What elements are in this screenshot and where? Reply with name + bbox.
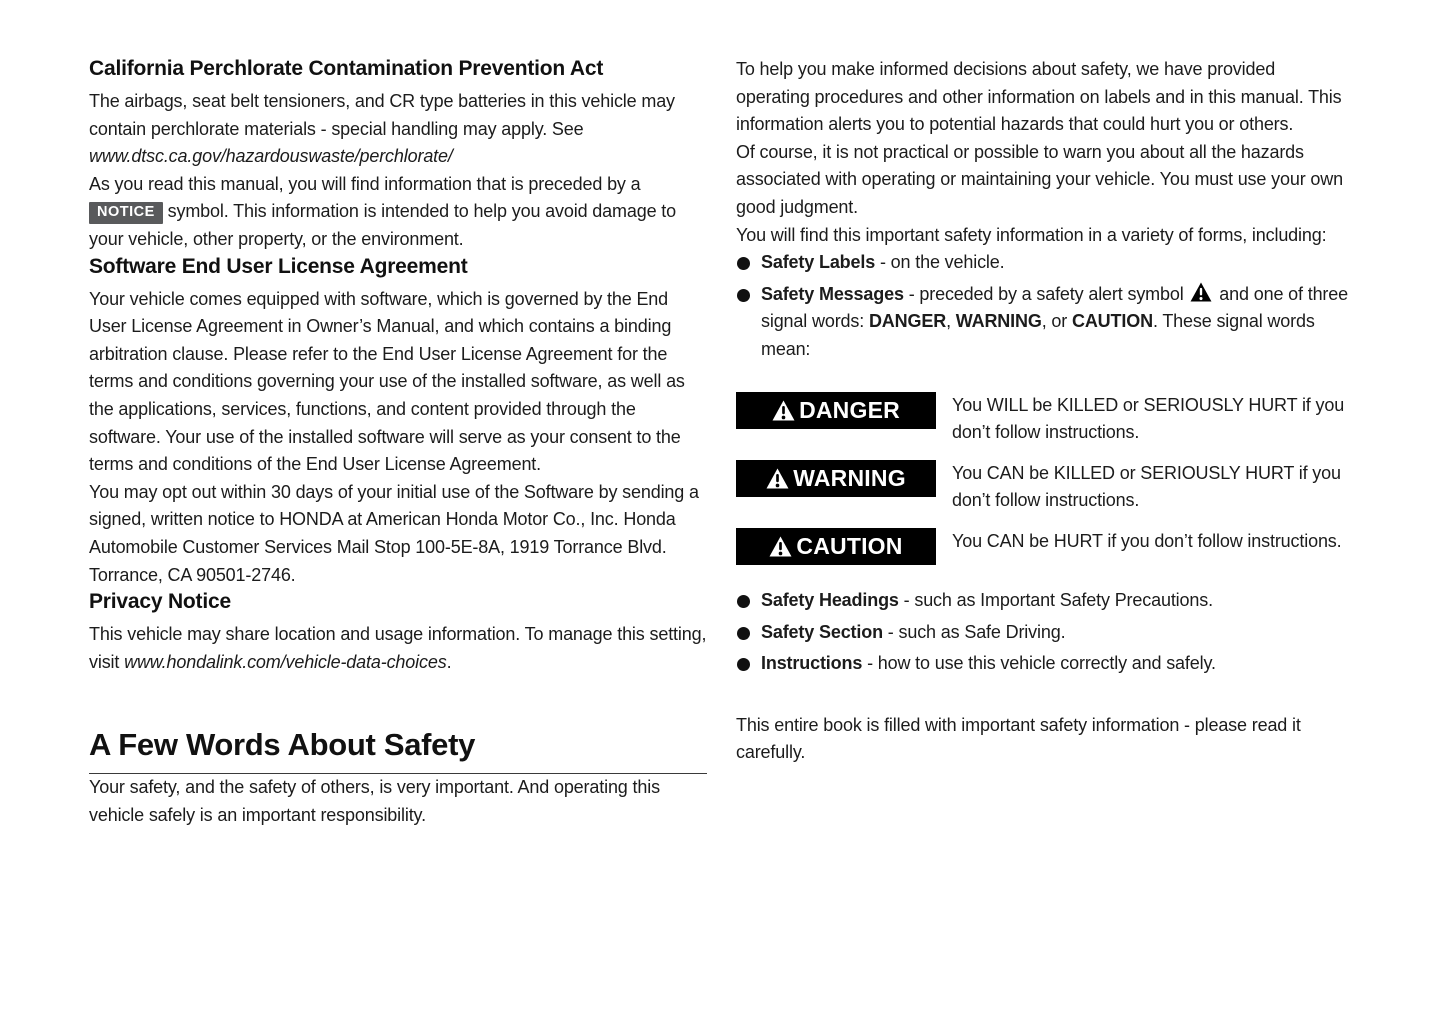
list-item [736, 587, 1349, 615]
privacy-heading: Privacy Notice [89, 590, 231, 614]
signal-row-warning [736, 460, 1349, 515]
warning-triangle-icon [772, 400, 795, 421]
right-column [736, 56, 1349, 829]
bullet-icon [737, 658, 750, 671]
intro-paragraph-3: You will find this important safety information in a variety of forms, including: [736, 224, 1327, 245]
warning-description: You CAN be KILLED or SERIOUSLY HURT if you don’t follow instructions. [952, 462, 1341, 511]
list-item [736, 619, 1349, 647]
eula-paragraph-2: You may opt out within 30 days of your initial use of the Software by sending a signed, written notice to HONDA at American Honda Motor Co., Inc. Honda Automobile Customer Services Mail Stop 100-5E-8A, 1919 Torrance Blvd. Torrance, CA 90501-2746. [89, 481, 699, 585]
safety-forms-list-continued [736, 587, 1349, 678]
bullet-icon [737, 595, 750, 608]
list-term: Instructions [761, 653, 863, 674]
section-privacy [89, 589, 707, 676]
safety-intro-paragraph: Your safety, and the safety of others, is very important. And operating this vehicle safely is an important responsibility. [89, 777, 660, 825]
section-few-words-about-safety [89, 728, 707, 829]
caution-badge [736, 528, 936, 565]
signal-word: WARNING [955, 311, 1042, 332]
signal-row-caution [736, 528, 1349, 565]
privacy-body: This vehicle may share location and usage information. To manage this setting, visit [89, 624, 707, 672]
signal-row-danger [736, 392, 1349, 447]
danger-label: DANGER [799, 396, 900, 423]
list-item [736, 249, 1349, 277]
notice-paragraph [89, 171, 707, 254]
caution-description: You CAN be HURT if you don’t follow instructions. [952, 530, 1342, 551]
list-item-text: Instructions - how to use this vehicle correctly and safely. [761, 653, 1216, 674]
list-item-text: Safety Labels - on the vehicle. [761, 252, 1005, 273]
perchlorate-body: The airbags, seat belt tensioners, and CR type batteries in this vehicle may contain perchlorate materials - special handling may apply. See [89, 91, 675, 139]
list-item-text: Safety Section - such as Safe Driving. [761, 621, 1066, 642]
eula-paragraph-1: Your vehicle comes equipped with software, which is governed by the End User License Agreement in Owner’s Manual, and which contains a binding arbitration clause. Please refer to the End User License Agreement for the terms and conditions governing your use of the installed software, as well as the applications, services, functions, and content provided through the software. Your use of the installed software will serve as your consent to the terms and conditions of the End User License Agreement. [89, 288, 685, 475]
perchlorate-paragraph [89, 88, 707, 171]
signal-word: CAUTION [1071, 311, 1153, 332]
danger-description: You WILL be KILLED or SERIOUSLY HURT if you don’t follow instructions. [952, 394, 1345, 443]
left-column [89, 56, 707, 829]
list-item-text: Safety Headings - such as Important Safety Precautions. [761, 589, 1213, 610]
safety-alert-icon [1190, 282, 1212, 302]
list-item-text: Safety Messages - preceded by a safety alert symbol and one of three signal words: DANGER, WARNING, or CAUTION. These signal words mean: [761, 283, 1348, 359]
signal-word: DANGER [868, 311, 947, 332]
section-perchlorate [89, 56, 707, 171]
signal-word-table [736, 392, 1349, 565]
warning-triangle-icon [766, 468, 789, 489]
bullet-icon [737, 257, 750, 270]
list-item [736, 281, 1349, 364]
caution-label: CAUTION [796, 532, 903, 559]
intro-paragraph-2: Of course, it is not practical or possible to warn you about all the hazards associated with operating or maintaining your vehicle. You must use your own good judgment. [736, 141, 1343, 217]
privacy-url: www.hondalink.com/vehicle-data-choices [124, 651, 447, 672]
eula-heading: Software End User License Agreement [89, 254, 468, 278]
intro-paragraph-1: To help you make informed decisions about safety, we have provided operating procedures and other information on labels and in this manual. This information alerts you to potential hazards that could hurt you or others. [736, 59, 1342, 135]
warning-badge [736, 460, 936, 497]
warning-triangle-icon [769, 536, 792, 557]
list-term: Safety Section [761, 621, 883, 642]
perchlorate-heading: California Perchlorate Contamination Prevention Act [89, 57, 604, 80]
bullet-icon [737, 627, 750, 640]
list-term: Safety Messages [761, 283, 904, 304]
privacy-period: . [446, 651, 452, 672]
list-term: Safety Labels [761, 252, 876, 273]
list-term: Safety Headings [761, 589, 899, 610]
notice-badge: NOTICE [89, 202, 163, 224]
section-eula [89, 254, 707, 590]
safety-forms-list [736, 249, 1349, 363]
privacy-paragraph [89, 621, 707, 676]
safety-title: A Few Words About Safety [89, 727, 476, 763]
danger-badge [736, 392, 936, 429]
perchlorate-url: www.dtsc.ca.gov/hazardouswaste/perchlorate/ [89, 146, 453, 167]
closing-paragraph: This entire book is filled with important safety information - please read it carefully. [736, 714, 1301, 763]
warning-label: WARNING [793, 464, 906, 491]
list-item [736, 650, 1349, 678]
notice-text-after: symbol. This information is intended to help you avoid damage to your vehicle, other property, or the environment. [89, 201, 676, 249]
section-notice [89, 171, 707, 254]
bullet-icon [737, 289, 750, 302]
notice-text-before: As you read this manual, you will find information that is preceded by a [89, 173, 641, 194]
